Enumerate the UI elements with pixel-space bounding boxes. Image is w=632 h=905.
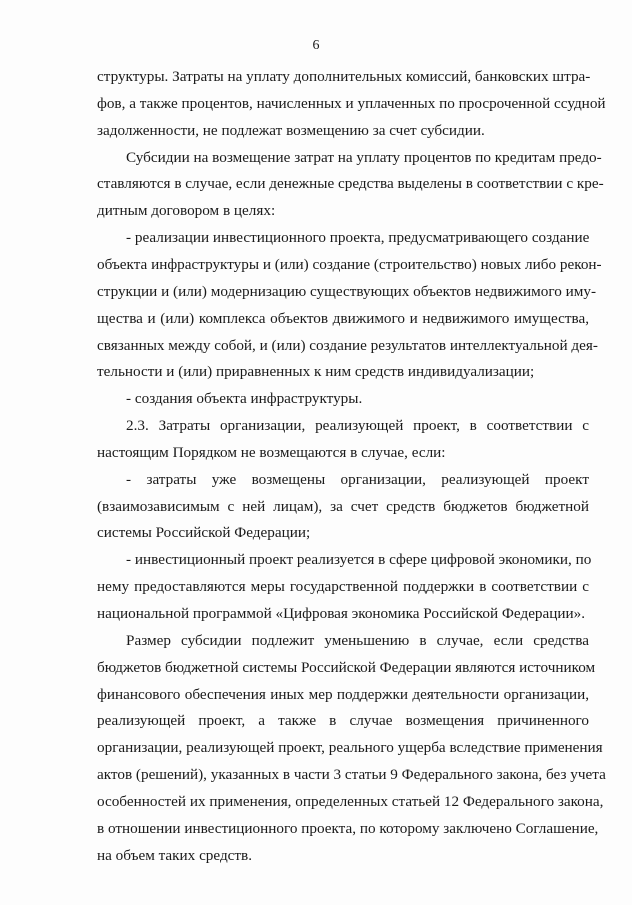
text-line: системы Российской Федерации; — [97, 524, 311, 542]
text-line: связанных между собой, и (или) создание результатов интеллектуальной дея- — [97, 336, 598, 354]
text-line: Субсидии на возмещение затрат на уплату процентов по кредитам предо- — [126, 148, 602, 166]
text-line: объекта инфраструктуры и (или) создание (строительство) новых либо рекон- — [97, 255, 602, 273]
text-line: национальной программой «Цифровая экономика Российской Федерации». — [97, 605, 586, 622]
text-line: - инвестиционный проект реализуется в сфере цифровой экономики, по — [126, 551, 592, 569]
text-line: актов (решений), указанных в части 3 статьи 9 Федерального закона, без учета — [97, 766, 606, 784]
text-line: дитным договором в целях: — [97, 202, 276, 220]
text-line: структуры. Затраты на уплату дополнительных комиссий, банковских штра- — [97, 68, 591, 85]
text-line: нему предоставляются меры государственной поддержки в соответствии с — [97, 578, 589, 596]
text-line: фов, а также процентов, начисленных и уплаченных по просроченной ссудной — [97, 94, 606, 112]
page-number: 6 — [312, 38, 320, 53]
text-line: на объем таких средств. — [97, 846, 253, 864]
text-line: задолженности, не подлежат возмещению за счет субсидии. — [97, 121, 485, 139]
text-line: тельности и (или) приравненных к ним средств индивидуализации; — [97, 363, 535, 381]
text-line: особенностей их применения, определенных статьей 12 Федерального закона, — [97, 792, 604, 810]
text-line: - создания объекта инфраструктуры. — [126, 390, 363, 408]
text-line: реализующей проект, а также в случае возмещения причиненного — [97, 712, 589, 730]
text-line: настоящим Порядком не возмещаются в случае, если: — [97, 443, 446, 461]
text-line: щества и (или) комплекса объектов движимого и недвижимого имущества, — [97, 309, 589, 327]
body-text — [97, 68, 606, 874]
text-line: в отношении инвестиционного проекта, по которому заключено Соглашение, — [97, 819, 599, 837]
text-line: ставляются в случае, если денежные средства выделены в соответствии с кре- — [97, 175, 604, 193]
text-line: (взаимозависимым с ней лицам), за счет средств бюджетов бюджетной — [97, 497, 589, 515]
text-line: струкции и (или) модернизацию существующих объектов недвижимого иму- — [97, 282, 596, 300]
text-line: - реализации инвестиционного проекта, предусматривающего создание — [126, 229, 590, 247]
text-line: Размер субсидии подлежит уменьшению в случае, если средства — [126, 631, 589, 649]
text-line: 2.3. Затраты организации, реализующей проект, в соответствии с — [126, 417, 589, 435]
text-line: - затраты уже возмещены организации, реализующей проект — [126, 470, 589, 488]
text-line: бюджетов бюджетной системы Российской Федерации являются источником — [97, 658, 596, 676]
text-line: организации, реализующей проект, реального ущерба вследствие применения — [97, 739, 603, 757]
text-line: финансового обеспечения иных мер поддержки деятельности организации, — [97, 685, 589, 703]
